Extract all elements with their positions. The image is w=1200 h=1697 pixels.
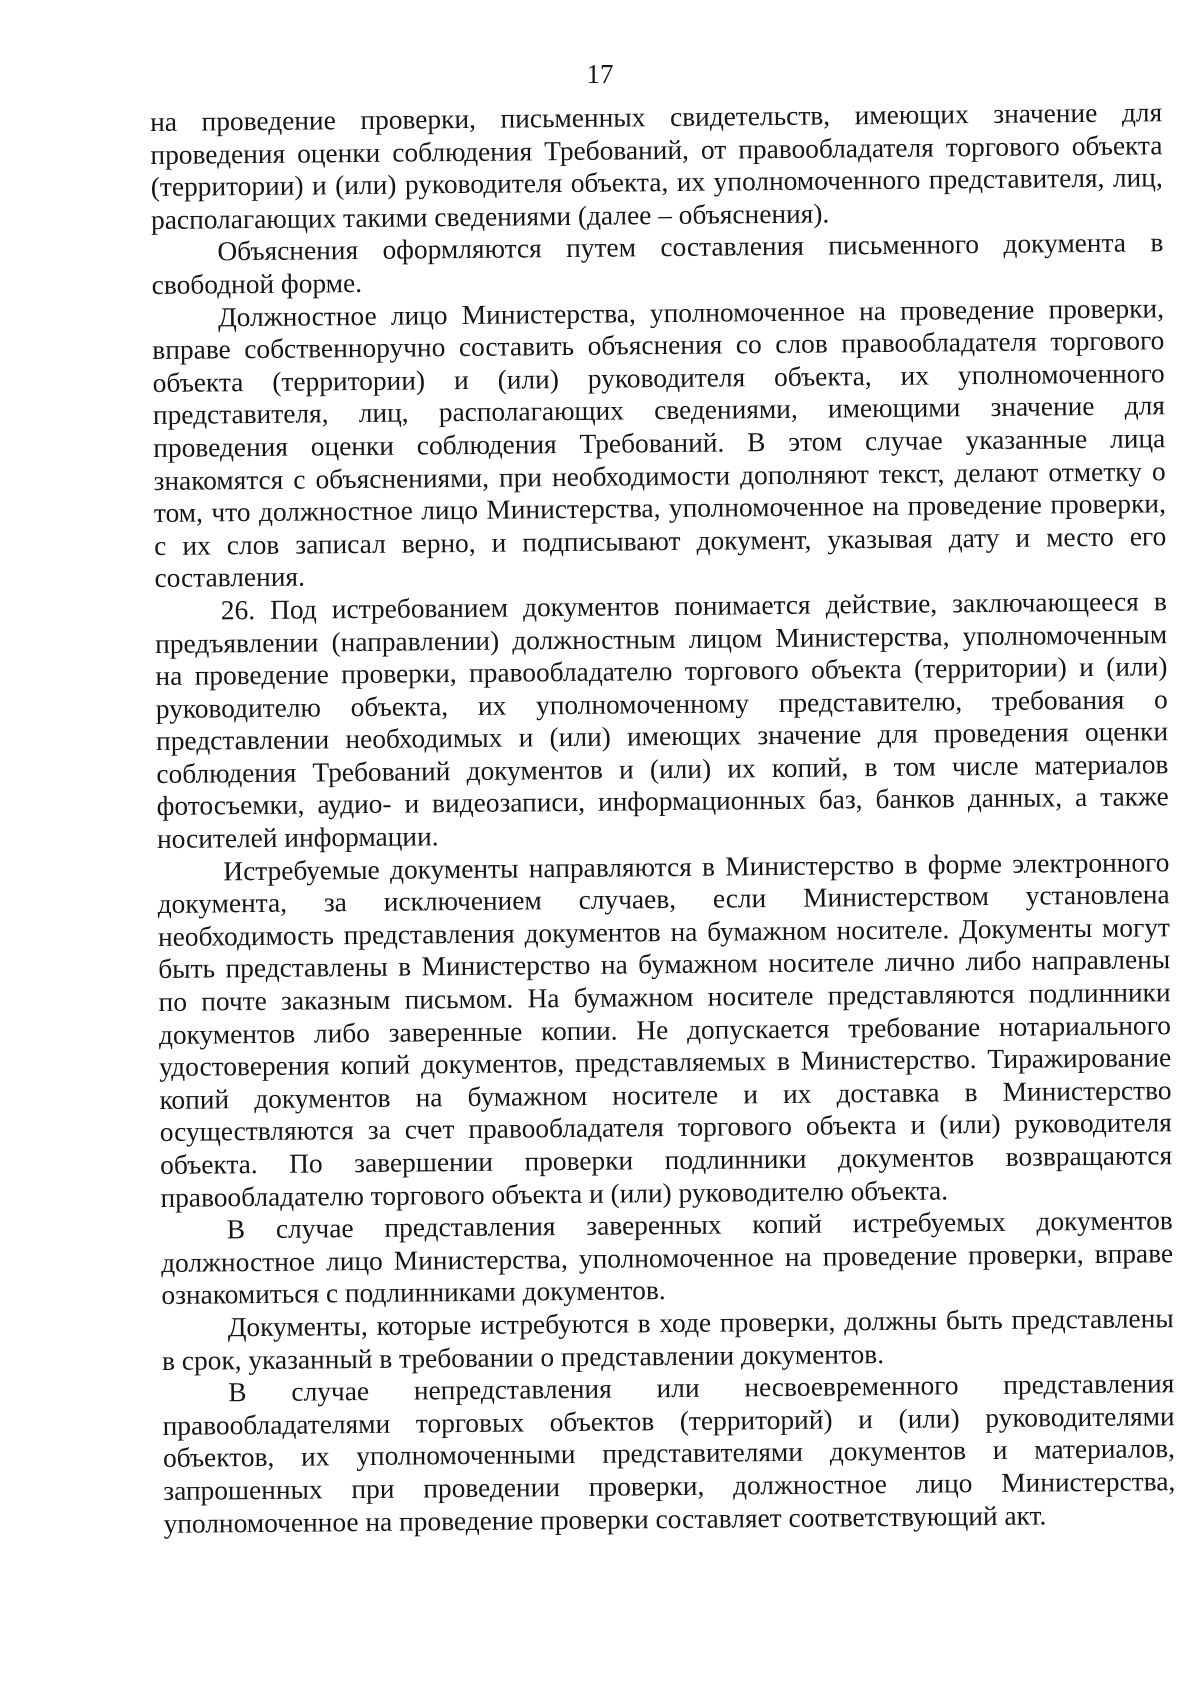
paragraph-certified-copies: В случае представления заверенных копий истребуемых документов должностное лицо Министерства, уполномоченное на проведение проверки, вправе ознакомиться с подлинниками документов. [160,1205,1174,1311]
document-body [150,96,1176,1540]
paragraph-explanations-continued: на проведение проверки, письменных свидетельств, имеющих значение для проведения оценки соблюдения Требований, от правообладателя торгового объекта (территории) и (или) руководителя объекта, их уполномоченного представителя, лиц, располагающих такими сведениями (далее – объяснения). [150,97,1163,235]
paragraph-non-submission-act: В случае непредставления или несвоевременного представления правообладателями торговых объектов (территорий) и (или) руководителями объектов, их уполномоченными представителями документов и материалов, запрошенных при проведении проверки, должностное лицо Министерства, уполномоченное на проведение проверки составляет соответствующий акт. [162,1368,1176,1539]
paragraph-documents-submission: Истребуемые документы направляются в Министерство в форме электронного документа, за исключением случаев, если Министерством установлена необходимость представления документов на бумажном носителе. Документы могут быть представлены в Министерство на бумажном носителе лично либо направлены по почте заказным письмом. На бумажном носителе представляются подлинники документов либо заверенные копии. Не допускается требование нотариального удостоверения копий документов, представляемых в Министерство. Тиражирование копий документов на бумажном носителе и их доставка в Министерство осуществляются за счет правообладателя торгового объекта и (или) руководителя объекта. По завершении проверки подлинники документов возвращаются правообладателю торгового объекта и (или) руководителю объекта. [157,846,1173,1213]
page-number: 17 [586,59,614,89]
paragraph-explanations-form: Объяснения оформляются путем составления письменного документа в свободной форме. [151,227,1164,300]
paragraph-submission-deadline: Документы, которые истребуются в ходе проверки, должны быть представлены в срок, указанный в требовании о представлении документов. [161,1303,1174,1376]
paragraph-item-26-document-request: 26. Под истребованием документов понимается действие, заключающееся в предъявлении (направлении) должностным лицом Министерства, уполномоченным на проведение проверки, правообладателю торгового объекта (территории) и (или) руководителю объекта, их уполномоченному представителю, требования о представлении необходимых и (или) имеющих значение для проведения оценки соблюдения Требований документов и (или) их копий, в том числе материалов фотосъемки, аудио- и видеозаписи, информационных баз, банков данных, а также носителей информации. [155,586,1169,855]
paragraph-official-writes-explanations: Должностное лицо Министерства, уполномоченное на проведение проверки, вправе собственноручно составить объяснения со слов правообладателя торгового объекта (территории) и (или) руководителя объекта, их уполномоченного представителя, лиц, располагающих сведениями, имеющими значение для проведения оценки соблюдения Требований. В этом случае указанные лица знакомятся с объяснениями, при необходимости дополняют текст, делают отметку о том, что должностное лицо Министерства, уполномоченное на проведение проверки, с их слов записал верно, и подписывают документ, указывая дату и место его составления. [152,292,1167,594]
